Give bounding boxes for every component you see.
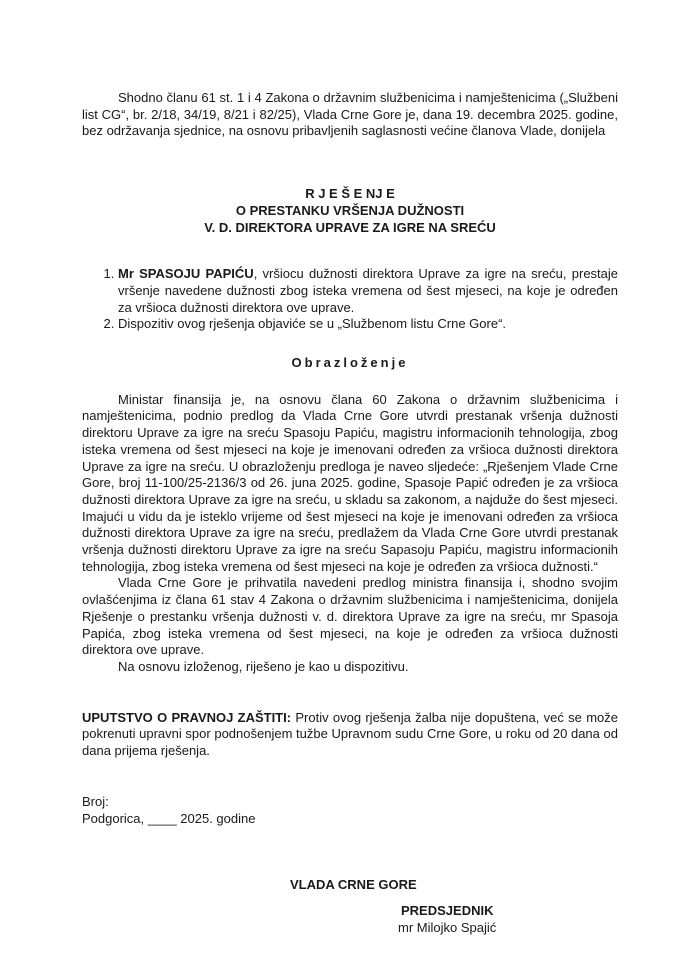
broj-label: Broj: xyxy=(82,793,109,809)
reference-block xyxy=(82,794,618,827)
legal-remedy xyxy=(82,710,618,760)
legal-remedy-text: Protiv ovog rješenja žalba nije dopuštena, već se može pokrenuti upravni spor podnošenjem tužbe Upravnom sudu Crne Gore, u roku od 20 dana od dana prijema rješenja. xyxy=(82,709,618,759)
item-text: , vršiocu dužnosti direktora Uprave za igre na sreću, prestaje vršenje navedene dužnosti zbog isteka vremena od šest mjeseci, na koje je određen za vršioca dužnosti direktora ove uprave. xyxy=(118,266,619,315)
decision-items xyxy=(82,266,618,333)
title-line-2: O PRESTANKU VRŠENJA DUŽNOSTI xyxy=(235,202,465,218)
institution-name: VLADA CRNE GORE xyxy=(290,877,417,892)
decision-title xyxy=(82,186,618,236)
obrazlozenje-heading: Obrazloženje xyxy=(291,355,409,371)
legal-remedy-label: UPUTSTVO O PRAVNOJ ZAŠTITI: xyxy=(82,709,292,725)
signatory-name: mr Milojko Spajić xyxy=(398,920,497,935)
decision-item-1 xyxy=(118,266,618,316)
item-text: Dispozitiv ovog rješenja objaviće se u „Službenom listu Crne Gore“. xyxy=(118,316,507,332)
document-page xyxy=(82,90,618,827)
explanation-body xyxy=(82,392,618,676)
explanation-paragraph-3: Na osnovu izloženog, riješeno je kao u dispozitivu. xyxy=(118,658,409,674)
explanation-paragraph-1: Ministar finansija je, na osnovu člana 60 Zakona o državnim službenicima i namještenicima, podnio predlog da Vlada Crne Gore utvrdi prestanak vršenja dužnosti direktoru Uprave za igre na sreću Spasoju Papiću, magistru informacionih tehnologija, zbog isteka vremena od šest mjeseci na koje je imenovani određen za vršioca dužnosti direktora Uprave za igre na sreću. U obrazloženju predloga je naveo sljedeće: „Rješenjem Vlade Crne Gore, broj 11-100/25-2136/3 od 26. juna 2025. godine, Spasoje Papić određen je za vršioca dužnosti direktora Uprave za igre na sreću, u skladu sa zakonom, a najduže do šest mjeseci. Imajući u vidu da je isteklo vrijeme od šest mjeseci na koje je imenovani određen za vršioca dužnosti direktora Uprave za igre na sreću, predlažem da Vlada Crne Gore utvrdi prestanak vršenja dužnosti direktoru Uprave za igre na sreću Sapasoju Papiću, magistru informacionih tehnologija, zbog isteka vremena od šest mjeseci na koje je određen za vršioca dužnosti.“ xyxy=(82,391,618,574)
person-name: Mr SPASOJU PAPIĆU xyxy=(118,266,254,282)
signatory-role: PREDSJEDNIK xyxy=(401,903,494,918)
intro-paragraph: Shodno članu 61 st. 1 i 4 Zakona o državnim službenicima i namještenicima („Službeni list CG“, br. 2/18, 34/19, 8/21 i 82/25), Vlada Crne Gore je, dana 19. decembra 2025. godine, bez održavanja sjednice, na osnovu pribavljenih saglasnosti većine članova Vlade, donijela xyxy=(82,90,618,139)
title-line-1: R J E Š E NJ E xyxy=(305,186,395,202)
title-line-3: V. D. DIREKTORA UPRAVE ZA IGRE NA SREĆU xyxy=(204,219,496,235)
explanation-paragraph-2: Vlada Crne Gore je prihvatila navedeni predlog ministra finansija i, shodno svojim ovlašćenjima iz člana 61 stav 4 Zakona o državnim službenicima i namještenicima, donijela Rješenje o prestanku vršenja dužnosti v. d. direktora Uprave za igre na sreću, mr Spasoja Papića, zbog isteka vremena od šest mjeseci, na koje je određen za vršioca dužnosti direktora ove uprave. xyxy=(82,575,618,658)
decision-item-2 xyxy=(118,316,618,333)
place-date: Podgorica, ____ 2025. godine xyxy=(82,810,256,826)
